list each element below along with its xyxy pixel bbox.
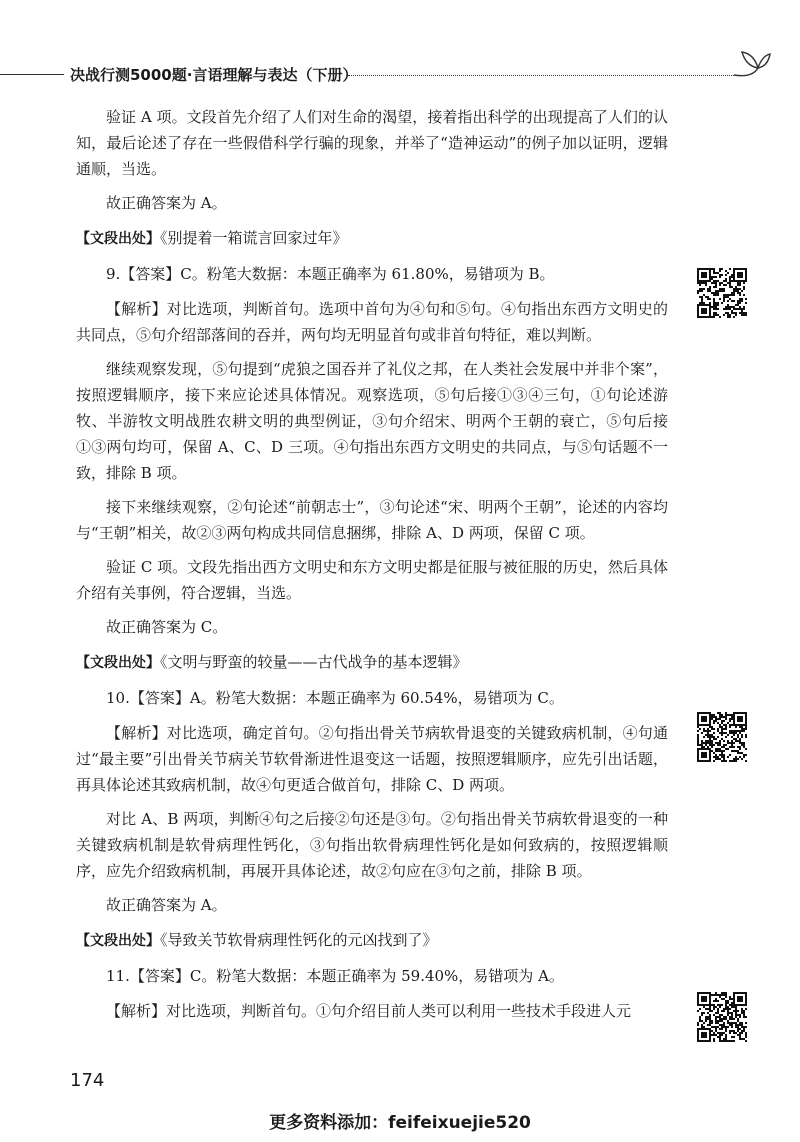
- footer-note: 更多资料添加：feifeixuejie520: [269, 1113, 531, 1133]
- source-citation: 【文段出处】《文明与野蛮的较量——古代战争的基本逻辑》: [76, 653, 468, 671]
- analysis-11: 【解析】对比选项，判断首句。①句介绍目前人类可以利用一些技术手段进人元: [106, 1002, 632, 1020]
- question-answer-10: 10.【答案】A。粉笔大数据：本题正确率为 60.54%，易错项为 C。: [106, 689, 564, 707]
- analysis-9: 【解析】对比选项，判断首句。选项中首句为④句和⑤句。④句指出东西方文明史的共同点，⑤句介绍部落间的吞并，两句均无明显首句或非首句特征，难以判断。: [76, 300, 668, 344]
- source-citation: 【文段出处】《别提着一箱谎言回家过年》: [76, 229, 348, 247]
- answer-line: 故正确答案为 A。: [106, 896, 227, 914]
- paragraph: 对比 A、B 两项，判断④句之后接②句还是③句。②句指出骨关节病软骨退变的一种关键致病机制是软骨病理性钙化，③句指出软骨病理性钙化是如何致病的，按照逻辑顺序，应先介绍致病机制，再展开具体论述，故②句应在③句之前，排除 B 项。: [76, 810, 668, 880]
- analysis-10: 【解析】对比选项，确定首句。②句指出骨关节病软骨退变的关键致病机制，④句通过“最主要”引出骨关节病关节软骨渐进性退变这一话题，按照逻辑顺序，应先引出话题，再具体论述其致病机制，故④句更适合做首句，排除 C、D 两项。: [76, 724, 668, 794]
- answer-explanations: [76, 104, 668, 1032]
- paragraph: 接下来继续观察，②句论述“前朝志士”，③句论述“宋、明两个王朝”，论述的内容均与“王朝”相关，故②③两句构成共同信息捆绑，排除 A、D 两项，保留 C 项。: [76, 498, 668, 542]
- page-number: 174: [70, 1070, 105, 1091]
- paragraph: 验证 A 项。文段首先介绍了人们对生命的渴望，接着指出科学的出现提高了人们的认知，最后论述了存在一些假借科学行骗的现象，并举了“造神运动”的例子加以证明，逻辑通顺，当选。: [76, 108, 668, 178]
- question-answer-9: 9.【答案】C。粉笔大数据：本题正确率为 61.80%，易错项为 B。: [106, 265, 555, 283]
- qr-code-icon[interactable]: [697, 992, 747, 1042]
- paragraph: 继续观察发现，⑤句提到“虎狼之国吞并了礼仪之邦，在人类社会发展中并非个案”，按照逻辑顺序，接下来应论述具体情况。观察选项，⑤句后接①③④三句，①句论述游牧、半游牧文明战胜农耕文明的典型例证，③句介绍宋、明两个王朝的衰亡，⑤句后接①③两句均可，保留 A、C、D 三项。④句指出东西方文明史的共同点，与⑤句话题不一致，排除 B 项。: [76, 360, 668, 482]
- header-rule-left: [0, 74, 64, 75]
- source-citation: 【文段出处】《导致关节软骨病理性钙化的元凶找到了》: [76, 931, 438, 949]
- answer-line: 故正确答案为 C。: [106, 618, 228, 636]
- book-title: 决战行测5000题·言语理解与表达（下册）: [70, 66, 358, 84]
- paragraph: 验证 C 项。文段先指出西方文明史和东方文明史都是征服与被征服的历史，然后具体介绍有关事例，符合逻辑，当选。: [76, 558, 668, 602]
- question-answer-11: 11.【答案】C。粉笔大数据：本题正确率为 59.40%，易错项为 A。: [106, 967, 564, 985]
- qr-code-icon[interactable]: [697, 268, 747, 318]
- running-header: [0, 64, 800, 84]
- answer-line: 故正确答案为 A。: [106, 194, 227, 212]
- header-rule-right: [348, 75, 738, 76]
- qr-code-icon[interactable]: [697, 712, 747, 762]
- sprout-icon: [732, 48, 772, 82]
